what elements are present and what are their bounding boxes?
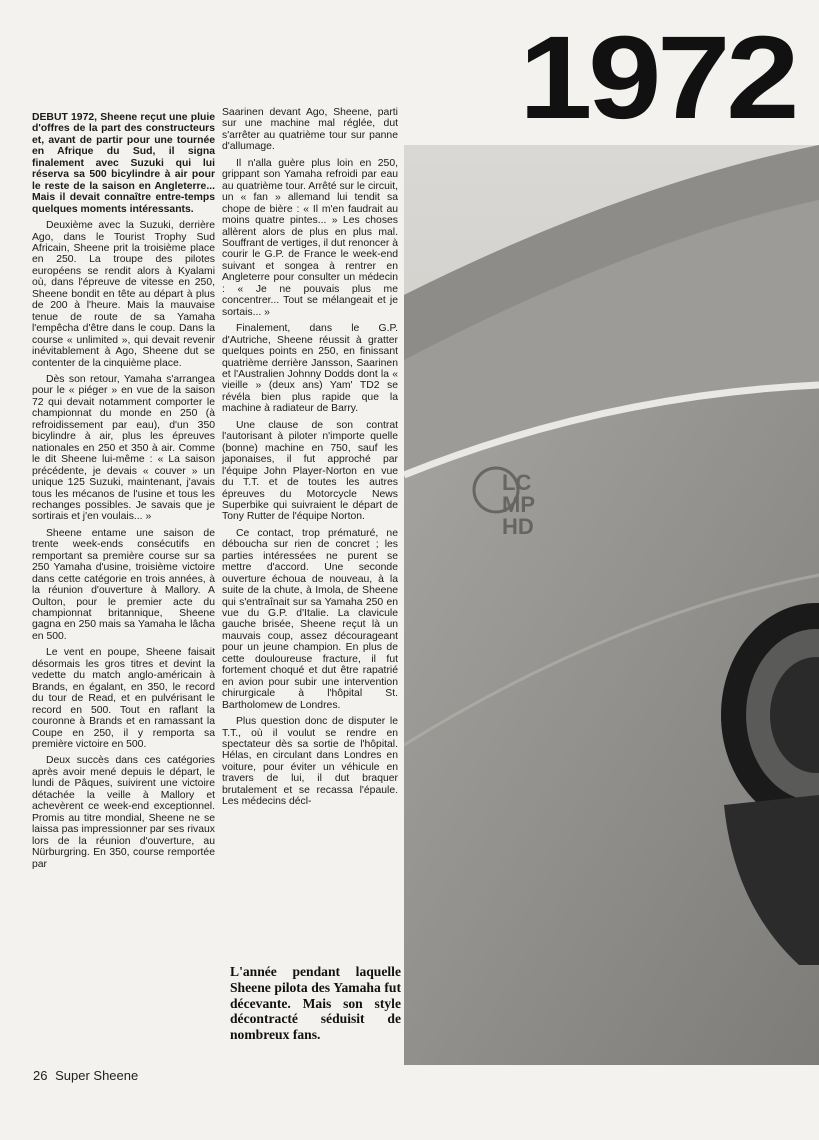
magazine-title: Super Sheene bbox=[55, 1068, 139, 1083]
article-column-2 bbox=[222, 107, 398, 813]
race-photo bbox=[404, 145, 819, 1065]
watermark-line-1: LC bbox=[502, 470, 532, 495]
body-paragraph: Sheene entame une saison de trente week-ends consécutifs en remportant sa première course sur sa 250 Yamaha d'usine, troisième victoire dans cette catégorie en trois années, à la réunion d'ouverture à Mallory. A Oulton, pour le premier acte du championnat britannique, Sheene gagna en 250 mais sa Yamaha le lâcha en 500. bbox=[32, 527, 215, 642]
watermark-line-3: HD bbox=[502, 514, 534, 539]
page-number: 26 bbox=[33, 1068, 48, 1083]
body-paragraph: Deux succès dans ces catégories après avoir mené depuis le départ, le lundi de Pâques, suivirent une victoire détachée la veille à Mallory et achevèrent ce week-end exceptionnel. Promis au titre mondial, Sheene ne se laissa pas impressionner par ses rivaux lors de la réunion d'ouverture, au Nürburgring. En 350, course remportée par bbox=[32, 755, 215, 870]
page-footer bbox=[33, 1068, 138, 1083]
body-paragraph: Saarinen devant Ago, Sheene, parti sur une machine mal réglée, dut s'arrêter au quatrième tour sur panne d'allumage. bbox=[222, 107, 398, 153]
body-paragraph: Finalement, dans le G.P. d'Autriche, Sheene réussit à gratter quelques points en 250, en finissant quatrième derrière Jansson, Saarinen et l'Australien Johnny Dodds dont la « vieille » (deux ans) Yam' TD2 se révéla bien plus rapide que la machine à radiateur de Barry. bbox=[222, 323, 398, 415]
body-paragraph: Une clause de son contrat l'autorisant à piloter n'importe quelle (bonne) machine en 750, sauf les japonaises, il fut approché par l'équipe John Player-Norton en vue du T.T. et de toutes les autres épreuves du Motorcycle News Superbike qui suivraient le départ de Tony Rutter de l'équipe Norton. bbox=[222, 419, 398, 523]
race-photo-image bbox=[404, 145, 819, 1065]
lead-paragraph: DEBUT 1972, Sheene reçut une pluie d'offres de la part des constructeurs et, avant de partir pour une tournée en Afrique du Sud, il signa finalement avec Suzuki qui lui réserva sa 500 bicylindre à air pour le reste de la saison en Angleterre... Mais il devait connaître entre-temps quelques moments intéressants. bbox=[32, 112, 215, 215]
body-paragraph: Le vent en poupe, Sheene faisait désormais les gros titres et devint la vedette du match anglo-américain à Brands, en égalant, en 350, le record du tour de Read, et en pulvérisant le record en 500. Tout en raflant la couronne à Brands et en ramassant la Coupe en 250, il y remporta sa première victoire en 500. bbox=[32, 647, 215, 751]
photo-caption: L'année pendant laquelle Sheene pilota des Yamaha fut décevante. Mais son style décontracté séduisit de nombreux fans. bbox=[230, 964, 401, 1043]
article-column-1 bbox=[32, 112, 215, 875]
watermark-line-2: MP bbox=[502, 492, 535, 517]
body-paragraph: Ce contact, trop prématuré, ne déboucha sur rien de concret ; les parties intéressées ne purent se mettre d'accord. Une seconde ouverture échoua de nouveau, à la suite de la chute, à Imola, de Sheene qui s'entraînait sur sa Yamaha 250 en vue du G.P. d'Italie. La clavicule gauche brisée, Sheene reçut là un mauvais coup, assez décourageant pour un jeune champion. En plus de cette douloureuse fracture, il fut fortement choqué et dut être rapatrié en avion pour subir une intervention chirurgicale à l'hôpital St. Bartholomew de Londres. bbox=[222, 527, 398, 711]
page-headline-year: 1972 bbox=[519, 12, 796, 144]
body-paragraph: Deuxième avec la Suzuki, derrière Ago, dans le Tourist Trophy Sud Africain, Sheene prit la troisième place en 250. La troupe des pilotes européens se rendit alors à Kyalami où, dans l'épreuve de vitesse en 250, Sheene bondit en tête au départ à plus de 200 à l'heure. Mais la mauvaise tenue de route de sa Yamaha l'empêcha d'être dans le coup. Dans la course « unlimited », qui devait revenir inévitablement à Ago, Sheene dut se contenter de la cinquième place. bbox=[32, 220, 215, 369]
body-paragraph: Dès son retour, Yamaha s'arrangea pour le « piéger » en vue de la saison 72 qui devait notamment comporter le championnat du monde en 250 (à refroidissement par eau), d'un 350 bicylindre à air, plus les épreuves nationales en 250 et 350 à air. Comme le dit Sheene lui-même : « La saison précédente, je devais « couver » un unique 125 Suzuki, maintenant, j'avais tous les mécanos de l'usine et tous les rechanges possibles. Je savais que je sortirais et j'en voulais... » bbox=[32, 373, 215, 523]
body-paragraph: Il n'alla guère plus loin en 250, grippant son Yamaha refroidi par eau au quatrième tour. Arrêté sur le circuit, un « fan » allemand lui tendit sa chope de bière : « Il m'en faudrait au moins quatre pintes... » Les choses allèrent alors de plus en plus mal. Souffrant de vertiges, il dut renoncer à courir le G.P. de France le week-end suivant et songea à rentrer en Angleterre pour consulter un médecin : « Je ne pouvais plus me concentrer... Tout se mélangeait et je sortais... » bbox=[222, 157, 398, 318]
body-paragraph: Plus question donc de disputer le T.T., où il voulut se rendre en spectateur dès sa sortie de l'hôpital. Hélas, en circulant dans Londres en voiture, pour éviter un véhicule en travers de lui, il dut braquer brutalement et se recassa l'épaule. Les médecins décl- bbox=[222, 716, 398, 808]
